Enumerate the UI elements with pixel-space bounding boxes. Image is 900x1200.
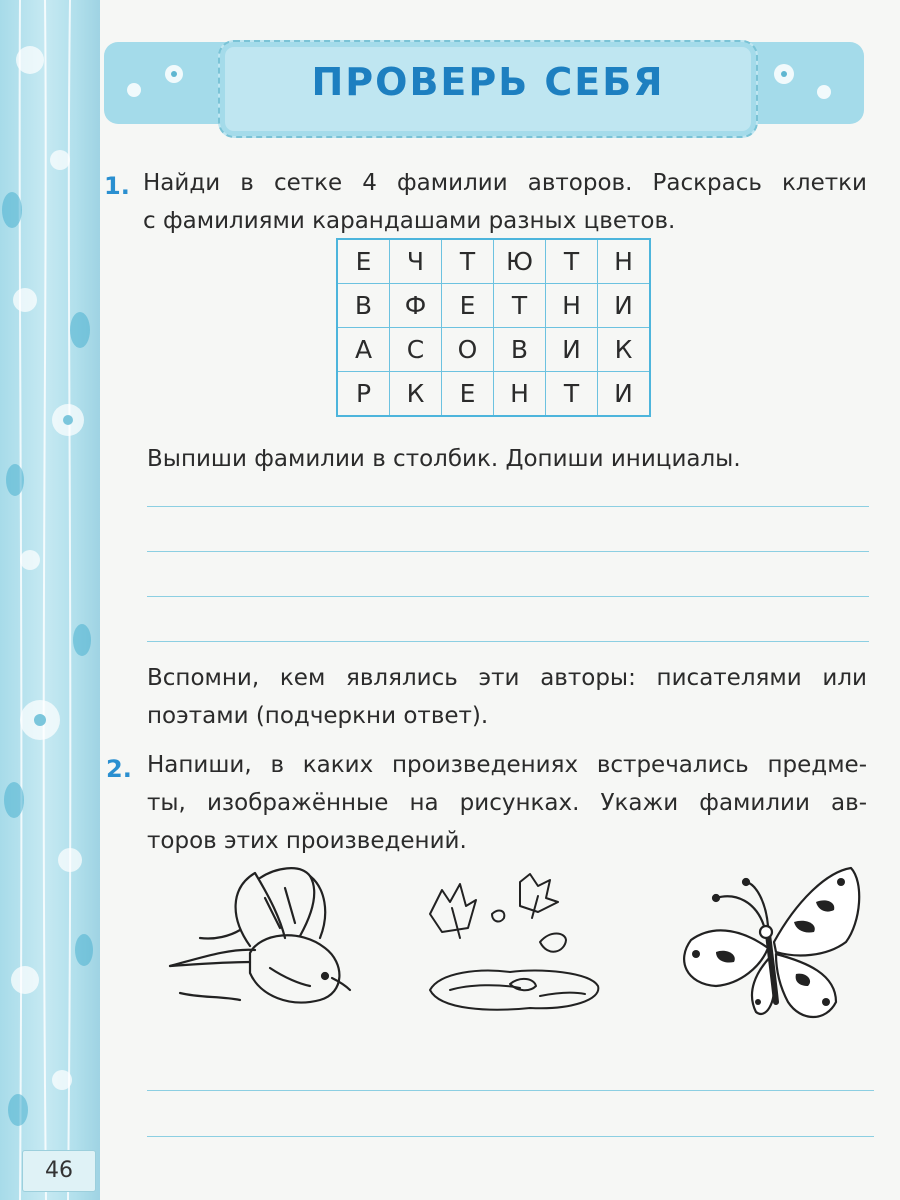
grid-cell[interactable]: Е [442, 284, 494, 328]
grid-cell[interactable]: Ф [390, 284, 442, 328]
text-line: Напиши, в каких произведениях встречались предме- [147, 752, 867, 778]
text-line: Вспомни, кем являлись эти авторы: писателями или [147, 665, 867, 691]
grid-cell[interactable]: К [390, 372, 442, 417]
text-line: торов этих произведений. [147, 828, 467, 854]
grid-cell[interactable]: К [598, 328, 651, 372]
grid-cell[interactable]: И [546, 328, 598, 372]
grid-cell[interactable]: Е [442, 372, 494, 417]
grid-cell[interactable]: Н [494, 372, 546, 417]
text-line: ты, изображённые на рисунках. Укажи фамилии ав- [147, 790, 867, 816]
grid-cell[interactable]: А [337, 328, 390, 372]
answer-line[interactable] [147, 596, 869, 597]
flower-ornament-icon [754, 54, 864, 112]
grid-cell[interactable]: Т [546, 239, 598, 284]
grid-cell[interactable]: Т [494, 284, 546, 328]
grid-cell[interactable]: Р [337, 372, 390, 417]
text-line: поэтами (подчеркни ответ). [147, 703, 489, 729]
task-2-text [147, 746, 867, 860]
grid-cell[interactable]: Ч [390, 239, 442, 284]
letter-grid [336, 238, 651, 417]
answer-line[interactable] [147, 1136, 874, 1137]
page-title: ПРОВЕРЬ СЕБЯ [311, 60, 665, 104]
grid-cell[interactable]: В [337, 284, 390, 328]
flower-ornament-icon [104, 54, 214, 112]
answer-line[interactable] [147, 506, 869, 507]
leaves-puddle-icon [420, 872, 610, 1022]
task-number: 1. [104, 172, 130, 200]
butterfly-icon [676, 862, 866, 1032]
decorative-sidebar [0, 0, 100, 1200]
grid-cell[interactable]: Н [546, 284, 598, 328]
grid-cell[interactable]: О [442, 328, 494, 372]
grid-cell[interactable]: Е [337, 239, 390, 284]
grid-cell[interactable]: В [494, 328, 546, 372]
grid-row [337, 328, 650, 372]
grid-cell[interactable]: Ю [494, 239, 546, 284]
answer-line[interactable] [147, 1090, 874, 1091]
instruction-text: Выпиши фамилии в столбик. Допиши инициалы. [147, 446, 741, 472]
text-line: Найди в сетке 4 фамилии авторов. Раскрась клетки [143, 170, 867, 196]
question-text [147, 659, 867, 735]
grid-cell[interactable]: С [390, 328, 442, 372]
bird-icon [160, 858, 360, 1013]
grid-cell[interactable]: Т [546, 372, 598, 417]
grid-cell[interactable]: И [598, 372, 651, 417]
answer-line[interactable] [147, 641, 869, 642]
text-line: с фамилиями карандашами разных цветов. [143, 208, 676, 234]
grid-cell[interactable]: Т [442, 239, 494, 284]
grid-cell[interactable]: Н [598, 239, 651, 284]
grid-row [337, 284, 650, 328]
grid-cell[interactable]: И [598, 284, 651, 328]
task-1-text [143, 164, 867, 240]
page-number: 46 [22, 1150, 96, 1192]
grid-row [337, 239, 650, 284]
header-title-box [218, 40, 758, 138]
grid-row [337, 372, 650, 417]
task-number: 2. [106, 755, 132, 783]
floral-pattern-icon [0, 0, 100, 1200]
answer-line[interactable] [147, 551, 869, 552]
